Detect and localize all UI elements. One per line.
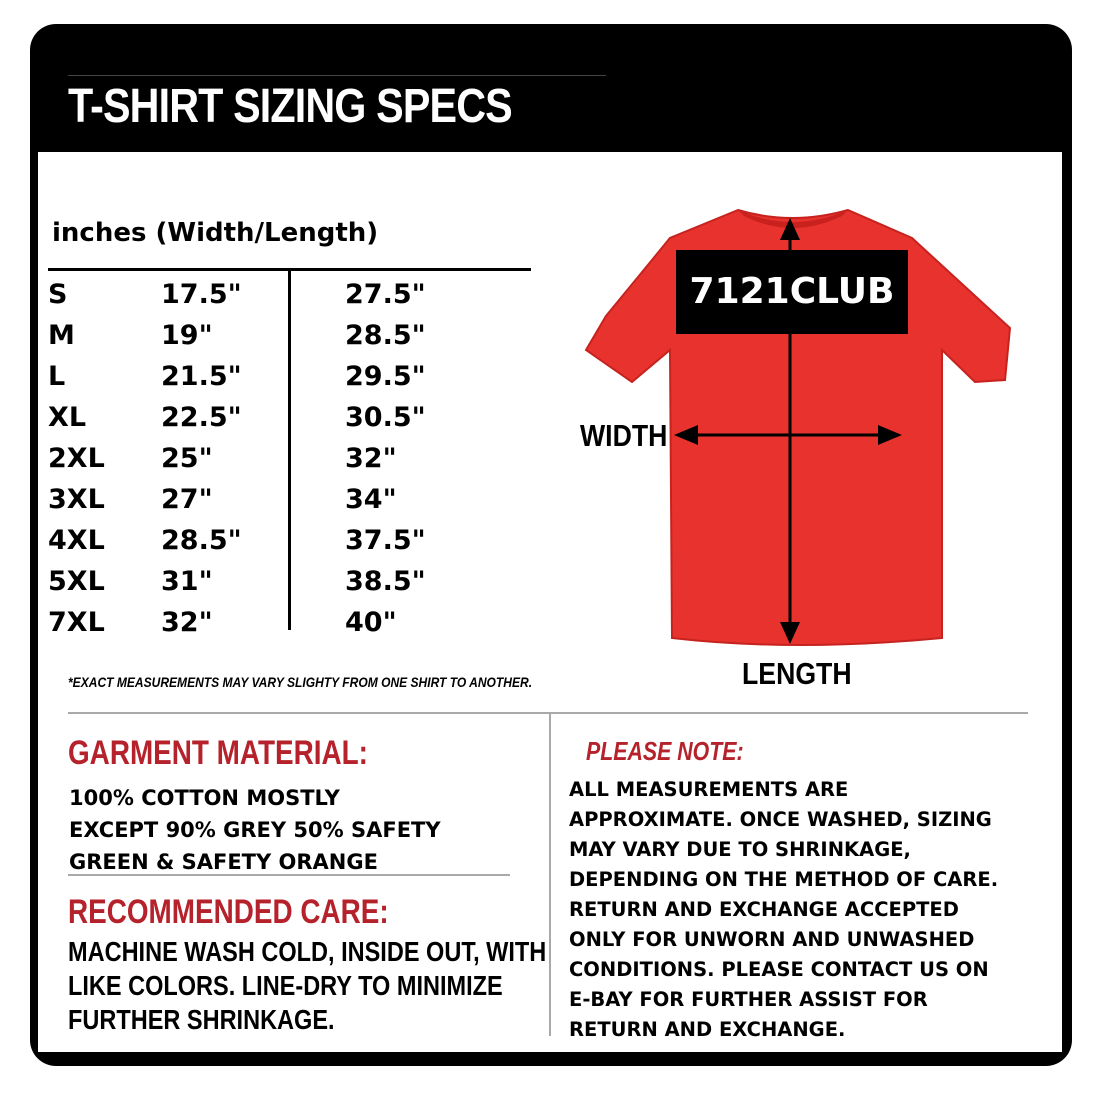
care-line: MACHINE WASH COLD, INSIDE OUT, WITH	[68, 936, 547, 967]
garment-material-heading: GARMENT MATERIAL:	[68, 734, 368, 772]
size-cell: 4XL	[48, 525, 105, 556]
size-row	[48, 443, 468, 484]
width-cell: 32"	[161, 607, 213, 638]
brand-label: 7121CLUB	[676, 250, 908, 334]
garment-material-text	[69, 782, 441, 878]
size-row	[48, 525, 468, 566]
width-cell: 19"	[161, 320, 213, 351]
note-line: ONLY FOR UNWORN AND UNWASHED	[569, 928, 975, 951]
page-title: T-SHIRT SIZING SPECS	[68, 80, 512, 133]
note-line: RETURN AND EXCHANGE.	[569, 1018, 846, 1041]
width-cell: 22.5"	[161, 402, 242, 433]
note-line: RETURN AND EXCHANGE ACCEPTED	[569, 898, 959, 921]
size-cell: 5XL	[48, 566, 105, 597]
width-cell: 27"	[161, 484, 213, 515]
length-label: LENGTH	[742, 656, 852, 691]
section-divider	[68, 712, 1028, 714]
length-cell: 38.5"	[345, 566, 426, 597]
length-cell: 28.5"	[345, 320, 426, 351]
size-row	[48, 607, 468, 648]
length-cell: 34"	[345, 484, 397, 515]
note-line: E-BAY FOR FURTHER ASSIST FOR	[569, 988, 928, 1011]
size-row	[48, 402, 468, 443]
size-row	[48, 484, 468, 525]
care-line: FURTHER SHRINKAGE.	[68, 1004, 335, 1035]
length-cell: 40"	[345, 607, 397, 638]
size-row	[48, 279, 468, 320]
width-cell: 28.5"	[161, 525, 242, 556]
size-cell: 7XL	[48, 607, 105, 638]
size-cell: M	[48, 320, 75, 351]
note-line: ALL MEASUREMENTS ARE	[569, 778, 849, 801]
note-line: DEPENDING ON THE METHOD OF CARE.	[569, 868, 999, 891]
measurement-disclaimer: *EXACT MEASUREMENTS MAY VARY SLIGHTY FROM ONE SHIRT TO ANOTHER.	[68, 674, 533, 690]
width-label: WIDTH	[580, 418, 668, 453]
note-line: MAY VARY DUE TO SHRINKAGE,	[569, 838, 911, 861]
material-line: GREEN & SAFETY ORANGE	[69, 850, 378, 874]
recommended-care-text	[68, 935, 546, 1037]
note-line: CONDITIONS. PLEASE CONTACT US ON	[569, 958, 989, 981]
size-cell: L	[48, 361, 66, 392]
length-cell: 29.5"	[345, 361, 426, 392]
size-cell: XL	[48, 402, 87, 433]
care-line: LIKE COLORS. LINE-DRY TO MINIMIZE	[68, 970, 503, 1001]
width-cell: 21.5"	[161, 361, 242, 392]
size-cell: 2XL	[48, 443, 105, 474]
size-table-heading: inches (Width/Length)	[52, 218, 379, 248]
length-cell: 30.5"	[345, 402, 426, 433]
width-cell: 17.5"	[161, 279, 242, 310]
size-row	[48, 566, 468, 607]
size-row	[48, 361, 468, 402]
please-note-heading: PLEASE NOTE:	[586, 736, 744, 766]
length-cell: 27.5"	[345, 279, 426, 310]
size-cell: S	[48, 279, 68, 310]
size-cell: 3XL	[48, 484, 105, 515]
recommended-care-heading: RECOMMENDED CARE:	[68, 893, 389, 931]
length-cell: 32"	[345, 443, 397, 474]
material-line: 100% COTTON MOSTLY	[69, 786, 340, 810]
material-line: EXCEPT 90% GREY 50% SAFETY	[69, 818, 441, 842]
note-line: APPROXIMATE. ONCE WASHED, SIZING	[569, 808, 992, 831]
size-row	[48, 320, 468, 361]
width-cell: 31"	[161, 566, 213, 597]
column-divider	[549, 714, 551, 1036]
length-cell: 37.5"	[345, 525, 426, 556]
please-note-text	[569, 775, 998, 1045]
width-cell: 25"	[161, 443, 213, 474]
